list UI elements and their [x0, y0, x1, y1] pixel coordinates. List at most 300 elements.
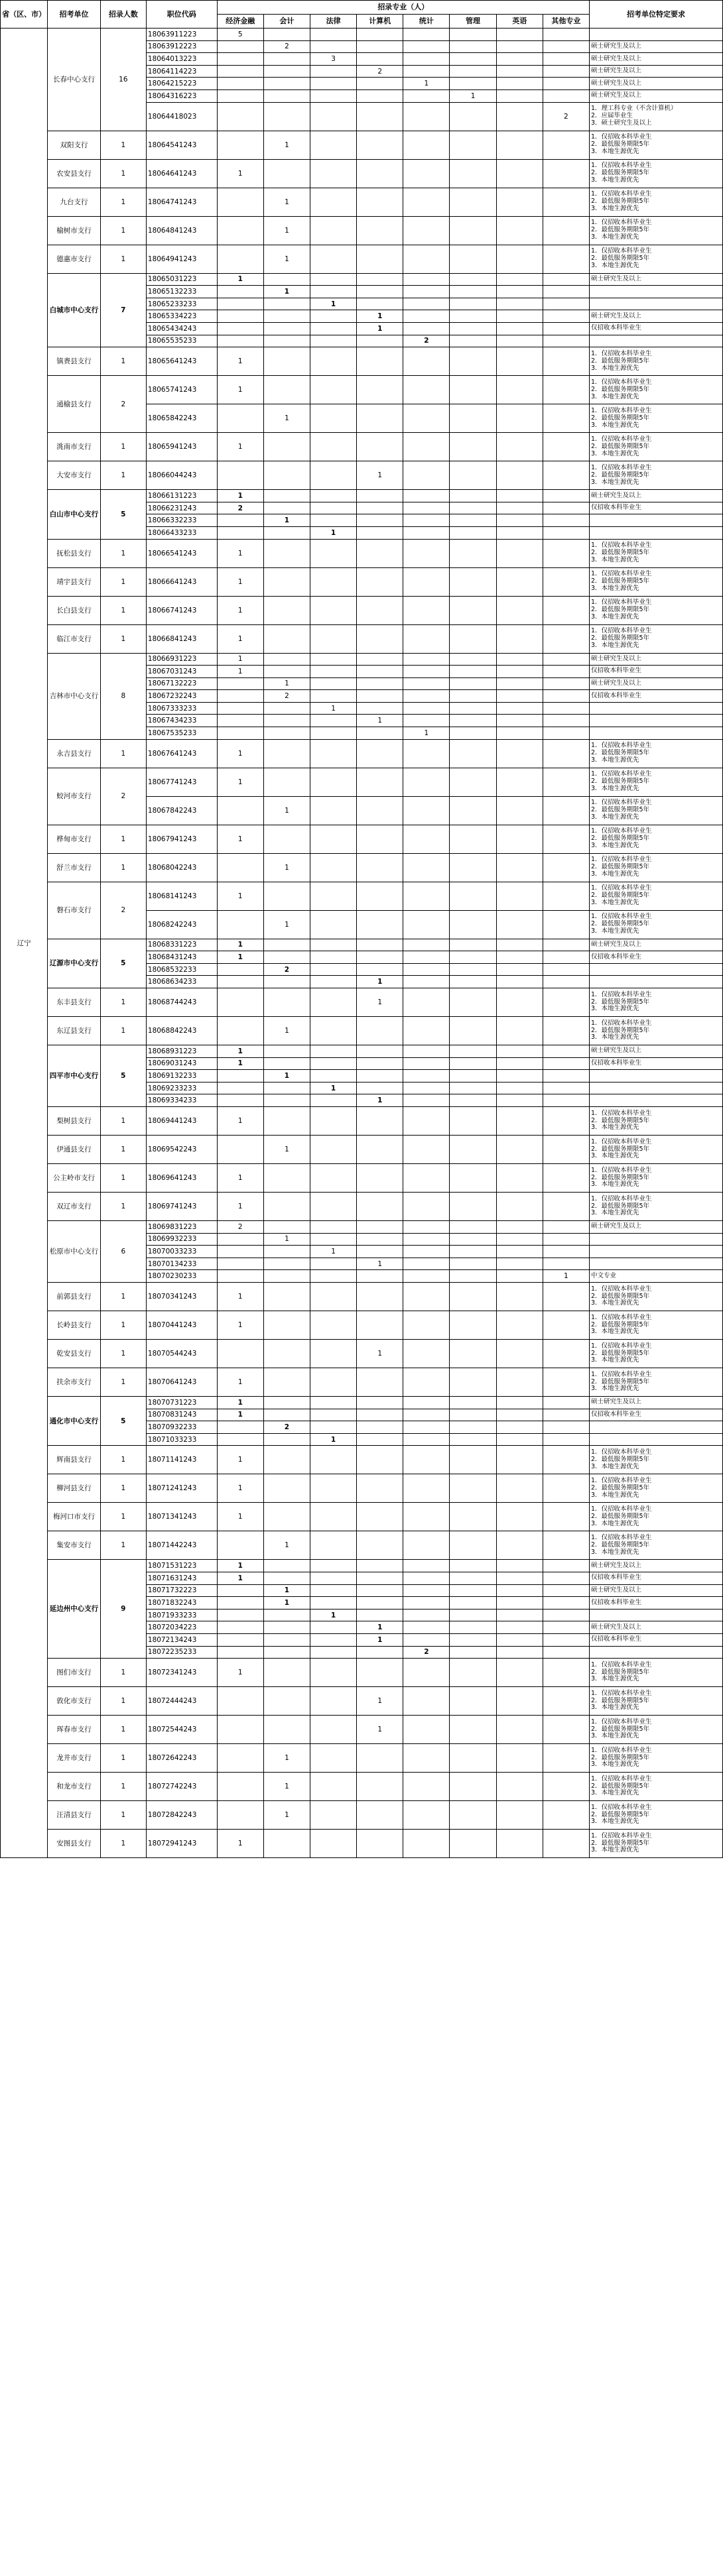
position-code: 18070033233	[146, 1246, 217, 1258]
requirement-cell	[589, 666, 722, 678]
major-count-cell	[403, 1621, 450, 1634]
requirement-line: 3．本地生源优先	[590, 1704, 639, 1712]
major-count-cell: 1	[217, 666, 263, 678]
requirement-line: 3．本地生源优先	[590, 613, 639, 620]
header-majors: 招录专业（人）	[217, 1, 589, 15]
unit-name: 通化市中心支行	[48, 1396, 101, 1445]
requirement-cell	[589, 1094, 722, 1107]
major-count-cell	[263, 951, 310, 964]
major-count-cell	[496, 825, 543, 853]
unit-count: 1	[100, 245, 146, 273]
major-count-cell	[357, 53, 403, 66]
major-count-cell	[310, 1646, 357, 1659]
major-count-cell	[310, 461, 357, 490]
requirement-line: 3．硕士研究生及以上	[590, 119, 652, 127]
major-count-cell: 1	[263, 853, 310, 882]
major-count-cell	[357, 1503, 403, 1531]
major-count-cell	[263, 715, 310, 727]
unit-count: 1	[100, 1311, 146, 1339]
major-count-cell	[357, 490, 403, 502]
requirement-line: 3．本地生源优先	[590, 584, 639, 592]
major-count-cell	[450, 376, 496, 404]
major-count-cell	[357, 1396, 403, 1409]
requirement-cell	[589, 502, 722, 514]
unit-name: 珲春市支行	[48, 1716, 101, 1744]
major-count-cell	[403, 976, 450, 988]
major-count-cell	[403, 40, 450, 53]
requirement-cell	[589, 322, 722, 335]
major-count-cell	[543, 1136, 589, 1164]
position-code: 18067031243	[146, 666, 217, 678]
major-count-cell	[403, 433, 450, 461]
major-count-cell	[450, 335, 496, 347]
major-count-cell	[543, 188, 589, 216]
major-count-cell	[543, 514, 589, 527]
major-count-cell: 1	[217, 1396, 263, 1409]
major-count-cell	[543, 988, 589, 1017]
major-count-cell	[310, 939, 357, 951]
major-count-cell	[496, 1609, 543, 1621]
position-code: 18069831223	[146, 1221, 217, 1234]
major-count-cell	[357, 286, 403, 298]
requirement-line: 2．最低服务期限5年	[590, 1696, 650, 1704]
requirement-cell	[589, 727, 722, 740]
requirement-cell	[589, 376, 722, 404]
major-count-cell	[310, 1368, 357, 1396]
major-count-cell	[403, 1659, 450, 1687]
major-count-cell	[357, 1597, 403, 1610]
major-count-cell	[217, 1421, 263, 1434]
major-count-cell	[496, 1107, 543, 1136]
major-count-cell	[496, 1687, 543, 1716]
requirement-cell	[589, 715, 722, 727]
major-count-cell	[217, 1716, 263, 1744]
major-count-cell	[450, 53, 496, 66]
major-count-cell	[217, 89, 263, 102]
requirement-line: 1．仅招收本科毕业生	[590, 133, 652, 141]
major-count-cell	[357, 433, 403, 461]
unit-count: 1	[100, 131, 146, 159]
major-count-cell	[217, 1246, 263, 1258]
requirement-cell	[589, 1396, 722, 1409]
major-count-cell	[263, 1503, 310, 1531]
major-count-cell	[263, 102, 310, 131]
major-count-cell	[310, 1621, 357, 1634]
major-count-cell: 1	[217, 1560, 263, 1572]
major-count-cell	[403, 461, 450, 490]
position-code: 18064941243	[146, 245, 217, 273]
unit-name: 德惠市支行	[48, 245, 101, 273]
major-count-cell	[217, 245, 263, 273]
requirement-cell	[589, 1503, 722, 1531]
requirement-cell	[589, 1311, 722, 1339]
major-count-cell	[403, 65, 450, 78]
requirement-line: 1．仅招收本科毕业生	[590, 162, 652, 170]
header-requirements: 招考单位特定要求	[589, 1, 722, 29]
major-count-cell	[217, 1773, 263, 1801]
major-count-cell	[403, 245, 450, 273]
major-count-cell: 1	[217, 1107, 263, 1136]
major-count-cell	[496, 502, 543, 514]
major-count-cell	[450, 1193, 496, 1221]
major-count-cell	[357, 188, 403, 216]
major-count-cell	[263, 1687, 310, 1716]
major-count-cell	[496, 89, 543, 102]
major-count-cell	[263, 1246, 310, 1258]
major-count-cell: 1	[263, 677, 310, 690]
table-row	[1, 988, 723, 1017]
table-row	[1, 853, 723, 882]
requirement-line: 3．本地生源优先	[590, 1033, 639, 1041]
requirement-cell	[589, 677, 722, 690]
major-count-cell	[310, 963, 357, 976]
unit-count: 5	[100, 939, 146, 988]
major-count-cell	[310, 65, 357, 78]
requirement-line: 3．本地生源优先	[590, 1519, 639, 1527]
unit-count: 1	[100, 1503, 146, 1531]
requirement-cell	[589, 1446, 722, 1474]
major-count-cell	[543, 1446, 589, 1474]
position-code: 18072134243	[146, 1633, 217, 1646]
requirement-cell	[589, 1282, 722, 1311]
major-count-cell	[543, 1017, 589, 1045]
major-count-cell	[310, 433, 357, 461]
major-count-cell	[217, 1433, 263, 1446]
requirement-cell	[589, 29, 722, 41]
requirement-line: 3．本地生源优先	[590, 1732, 639, 1740]
major-count-cell	[450, 461, 496, 490]
major-count-cell	[357, 502, 403, 514]
position-code: 18070544243	[146, 1339, 217, 1368]
table-row	[1, 1531, 723, 1560]
table-row	[1, 939, 723, 951]
major-count-cell	[217, 988, 263, 1017]
major-count-cell: 1	[217, 1830, 263, 1858]
requirement-line: 2．最低服务期限5年	[590, 863, 650, 871]
position-code: 18071832243	[146, 1597, 217, 1610]
major-count-cell	[357, 1801, 403, 1830]
major-count-cell	[217, 298, 263, 310]
requirement-line: 1．仅招收本科毕业生	[590, 1689, 652, 1697]
major-count-cell	[217, 1094, 263, 1107]
major-count-cell	[357, 1246, 403, 1258]
requirement-line: 1．仅招收本科毕业生	[590, 1803, 652, 1811]
unit-count: 1	[100, 1368, 146, 1396]
requirement-line: 3．本地生源优先	[590, 556, 639, 563]
major-count-cell	[263, 159, 310, 188]
position-code: 18068431243	[146, 951, 217, 964]
unit-name: 东丰县支行	[48, 988, 101, 1017]
major-count-cell	[543, 322, 589, 335]
major-count-cell	[263, 596, 310, 624]
major-count-cell	[496, 624, 543, 653]
unit-count: 1	[100, 461, 146, 490]
major-count-cell	[403, 347, 450, 376]
major-count-cell	[357, 159, 403, 188]
table-row	[1, 1446, 723, 1474]
major-count-cell	[543, 677, 589, 690]
major-count-cell	[450, 526, 496, 539]
major-count-cell	[357, 1045, 403, 1058]
major-count-cell	[357, 567, 403, 596]
major-count-cell	[543, 539, 589, 567]
major-count-cell	[496, 1474, 543, 1503]
major-count-cell	[310, 1311, 357, 1339]
major-count-cell	[310, 404, 357, 433]
major-count-cell: 1	[543, 1270, 589, 1283]
major-count-cell	[496, 1584, 543, 1597]
major-count-cell: 1	[357, 976, 403, 988]
major-count-cell	[543, 1282, 589, 1311]
major-count-cell	[217, 102, 263, 131]
major-count-cell	[217, 1070, 263, 1083]
major-count-cell	[543, 65, 589, 78]
requirement-line: 1．仅招收本科毕业生	[590, 1109, 652, 1117]
major-count-cell	[357, 1233, 403, 1246]
requirement-cell	[589, 1070, 722, 1083]
requirement-line: 2．最低服务期限5年	[590, 806, 650, 814]
position-code: 18069641243	[146, 1164, 217, 1193]
major-count-cell	[403, 1560, 450, 1572]
major-count-cell	[543, 1070, 589, 1083]
major-count-cell	[543, 1409, 589, 1421]
unit-name: 辉南县支行	[48, 1446, 101, 1474]
major-count-cell	[217, 1633, 263, 1646]
major-count-cell	[403, 131, 450, 159]
requirement-line: 1．仅招收本科毕业生	[590, 884, 652, 892]
position-code: 18065842243	[146, 404, 217, 433]
major-count-cell	[543, 245, 589, 273]
header-major-6: 英语	[496, 15, 543, 29]
table-row	[1, 1221, 723, 1234]
major-count-cell	[450, 131, 496, 159]
major-count-cell: 1	[357, 1258, 403, 1270]
major-count-cell: 1	[357, 1094, 403, 1107]
requirement-line: 3．本地生源优先	[590, 899, 639, 907]
major-count-cell	[543, 739, 589, 768]
requirement-cell	[589, 853, 722, 882]
position-code: 18070731223	[146, 1396, 217, 1409]
major-count-cell	[450, 1830, 496, 1858]
position-code: 18068532233	[146, 963, 217, 976]
major-count-cell	[310, 1045, 357, 1058]
major-count-cell	[543, 490, 589, 502]
requirement-cell	[589, 768, 722, 796]
position-code: 18065941243	[146, 433, 217, 461]
major-count-cell	[403, 1246, 450, 1258]
major-count-cell	[403, 1070, 450, 1083]
major-count-cell	[543, 298, 589, 310]
major-count-cell	[357, 1560, 403, 1572]
position-code: 18065132233	[146, 286, 217, 298]
major-count-cell	[403, 739, 450, 768]
major-count-cell	[450, 1045, 496, 1058]
major-count-cell	[263, 939, 310, 951]
major-count-cell	[263, 1082, 310, 1094]
requirement-line: 硕士研究生及以上	[590, 91, 641, 99]
major-count-cell: 1	[263, 1801, 310, 1830]
position-code: 18067535233	[146, 727, 217, 740]
major-count-cell	[217, 1584, 263, 1597]
unit-name: 长岭县支行	[48, 1311, 101, 1339]
unit-count: 1	[100, 1136, 146, 1164]
requirement-line: 2．最低服务期限5年	[590, 1173, 650, 1181]
major-count-cell	[403, 1017, 450, 1045]
major-count-cell	[496, 1659, 543, 1687]
major-count-cell: 1	[217, 1409, 263, 1421]
table-row	[1, 596, 723, 624]
unit-count: 1	[100, 1017, 146, 1045]
unit-count: 7	[100, 273, 146, 347]
unit-count: 1	[100, 825, 146, 853]
major-count-cell	[496, 768, 543, 796]
major-count-cell	[543, 53, 589, 66]
major-count-cell	[310, 1584, 357, 1597]
header-major-3: 计算机	[357, 15, 403, 29]
requirement-line: 仅招收本科毕业生	[590, 1059, 641, 1067]
major-count-cell	[403, 286, 450, 298]
position-code: 18066332233	[146, 514, 217, 527]
major-count-cell: 1	[357, 715, 403, 727]
requirement-line: 1．仅招收本科毕业生	[590, 406, 652, 414]
requirement-line: 2．最低服务期限5年	[590, 998, 650, 1006]
position-code: 18068744243	[146, 988, 217, 1017]
requirement-cell	[589, 216, 722, 245]
requirement-cell	[589, 298, 722, 310]
requirement-line: 硕士研究生及以上	[590, 1623, 641, 1631]
position-code: 18065434243	[146, 322, 217, 335]
requirement-cell	[589, 1646, 722, 1659]
major-count-cell	[310, 245, 357, 273]
requirement-cell	[589, 310, 722, 323]
requirement-line: 3．本地生源优先	[590, 1491, 639, 1499]
major-count-cell	[543, 1433, 589, 1446]
major-count-cell	[450, 882, 496, 910]
major-count-cell	[217, 727, 263, 740]
major-count-cell	[217, 404, 263, 433]
requirement-line: 2．最低服务期限5年	[590, 357, 650, 365]
requirement-line: 硕士研究生及以上	[590, 1047, 641, 1055]
major-count-cell	[403, 939, 450, 951]
major-count-cell	[450, 1744, 496, 1773]
major-count-cell	[450, 490, 496, 502]
requirement-line: 3．本地生源优先	[590, 927, 639, 935]
unit-name: 安图县支行	[48, 1830, 101, 1858]
requirement-cell	[589, 1246, 722, 1258]
major-count-cell	[310, 539, 357, 567]
major-count-cell	[403, 539, 450, 567]
position-code: 18068331223	[146, 939, 217, 951]
major-count-cell	[496, 1045, 543, 1058]
major-count-cell	[450, 1609, 496, 1621]
requirement-line: 3．本地生源优先	[590, 1328, 639, 1336]
major-count-cell	[310, 1339, 357, 1368]
major-count-cell	[263, 502, 310, 514]
major-count-cell	[263, 1045, 310, 1058]
major-count-cell	[496, 298, 543, 310]
major-count-cell	[403, 1633, 450, 1646]
major-count-cell	[543, 1082, 589, 1094]
requirement-line: 3．本地生源优先	[590, 147, 639, 155]
major-count-cell	[450, 951, 496, 964]
position-code: 18066641243	[146, 567, 217, 596]
major-count-cell	[543, 273, 589, 286]
major-count-cell	[357, 1830, 403, 1858]
major-count-cell	[543, 526, 589, 539]
requirement-line: 1．仅招收本科毕业生	[590, 799, 652, 807]
requirement-line: 1．仅招收本科毕业生	[590, 1477, 652, 1485]
major-count-cell	[403, 29, 450, 41]
requirement-cell	[589, 1531, 722, 1560]
requirement-line: 2．最低服务期限5年	[590, 198, 650, 205]
major-count-cell	[543, 624, 589, 653]
table-row	[1, 1830, 723, 1858]
major-count-cell	[496, 1409, 543, 1421]
major-count-cell	[496, 131, 543, 159]
major-count-cell	[403, 988, 450, 1017]
major-count-cell: 5	[217, 29, 263, 41]
position-code: 18071341243	[146, 1503, 217, 1531]
major-count-cell: 1	[403, 78, 450, 90]
unit-count: 1	[100, 347, 146, 376]
requirement-cell	[589, 102, 722, 131]
table-row	[1, 245, 723, 273]
major-count-cell	[450, 245, 496, 273]
major-count-cell	[310, 1221, 357, 1234]
table-row	[1, 1311, 723, 1339]
major-count-cell: 1	[217, 825, 263, 853]
major-count-cell	[496, 715, 543, 727]
major-count-cell	[403, 188, 450, 216]
requirement-line: 2．最低服务期限5年	[590, 634, 650, 642]
major-count-cell	[357, 273, 403, 286]
position-code: 18071531223	[146, 1560, 217, 1572]
major-count-cell	[496, 1446, 543, 1474]
major-count-cell	[543, 1584, 589, 1597]
unit-name: 临江市支行	[48, 624, 101, 653]
unit-name: 扶余市支行	[48, 1368, 101, 1396]
major-count-cell	[450, 1801, 496, 1830]
major-count-cell	[310, 502, 357, 514]
requirement-line: 3．本地生源优先	[590, 1385, 639, 1393]
major-count-cell	[543, 310, 589, 323]
requirement-line: 硕士研究生及以上	[590, 274, 641, 282]
position-code: 18071732223	[146, 1584, 217, 1597]
position-code: 18072742243	[146, 1773, 217, 1801]
unit-name: 集安市支行	[48, 1531, 101, 1560]
requirement-cell	[589, 653, 722, 666]
unit-count: 1	[100, 624, 146, 653]
major-count-cell	[310, 78, 357, 90]
requirement-cell	[589, 1633, 722, 1646]
major-count-cell	[496, 65, 543, 78]
major-count-cell: 2	[357, 65, 403, 78]
position-code: 18072235233	[146, 1646, 217, 1659]
major-count-cell	[543, 502, 589, 514]
major-count-cell	[357, 1082, 403, 1094]
requirement-cell	[589, 78, 722, 90]
requirement-cell	[589, 988, 722, 1017]
major-count-cell	[357, 216, 403, 245]
major-count-cell	[543, 1560, 589, 1572]
major-count-cell	[310, 796, 357, 825]
unit-count: 5	[100, 1045, 146, 1107]
major-count-cell	[496, 490, 543, 502]
major-count-cell	[263, 1368, 310, 1396]
position-code: 18064741243	[146, 188, 217, 216]
major-count-cell	[450, 963, 496, 976]
major-count-cell	[263, 988, 310, 1017]
